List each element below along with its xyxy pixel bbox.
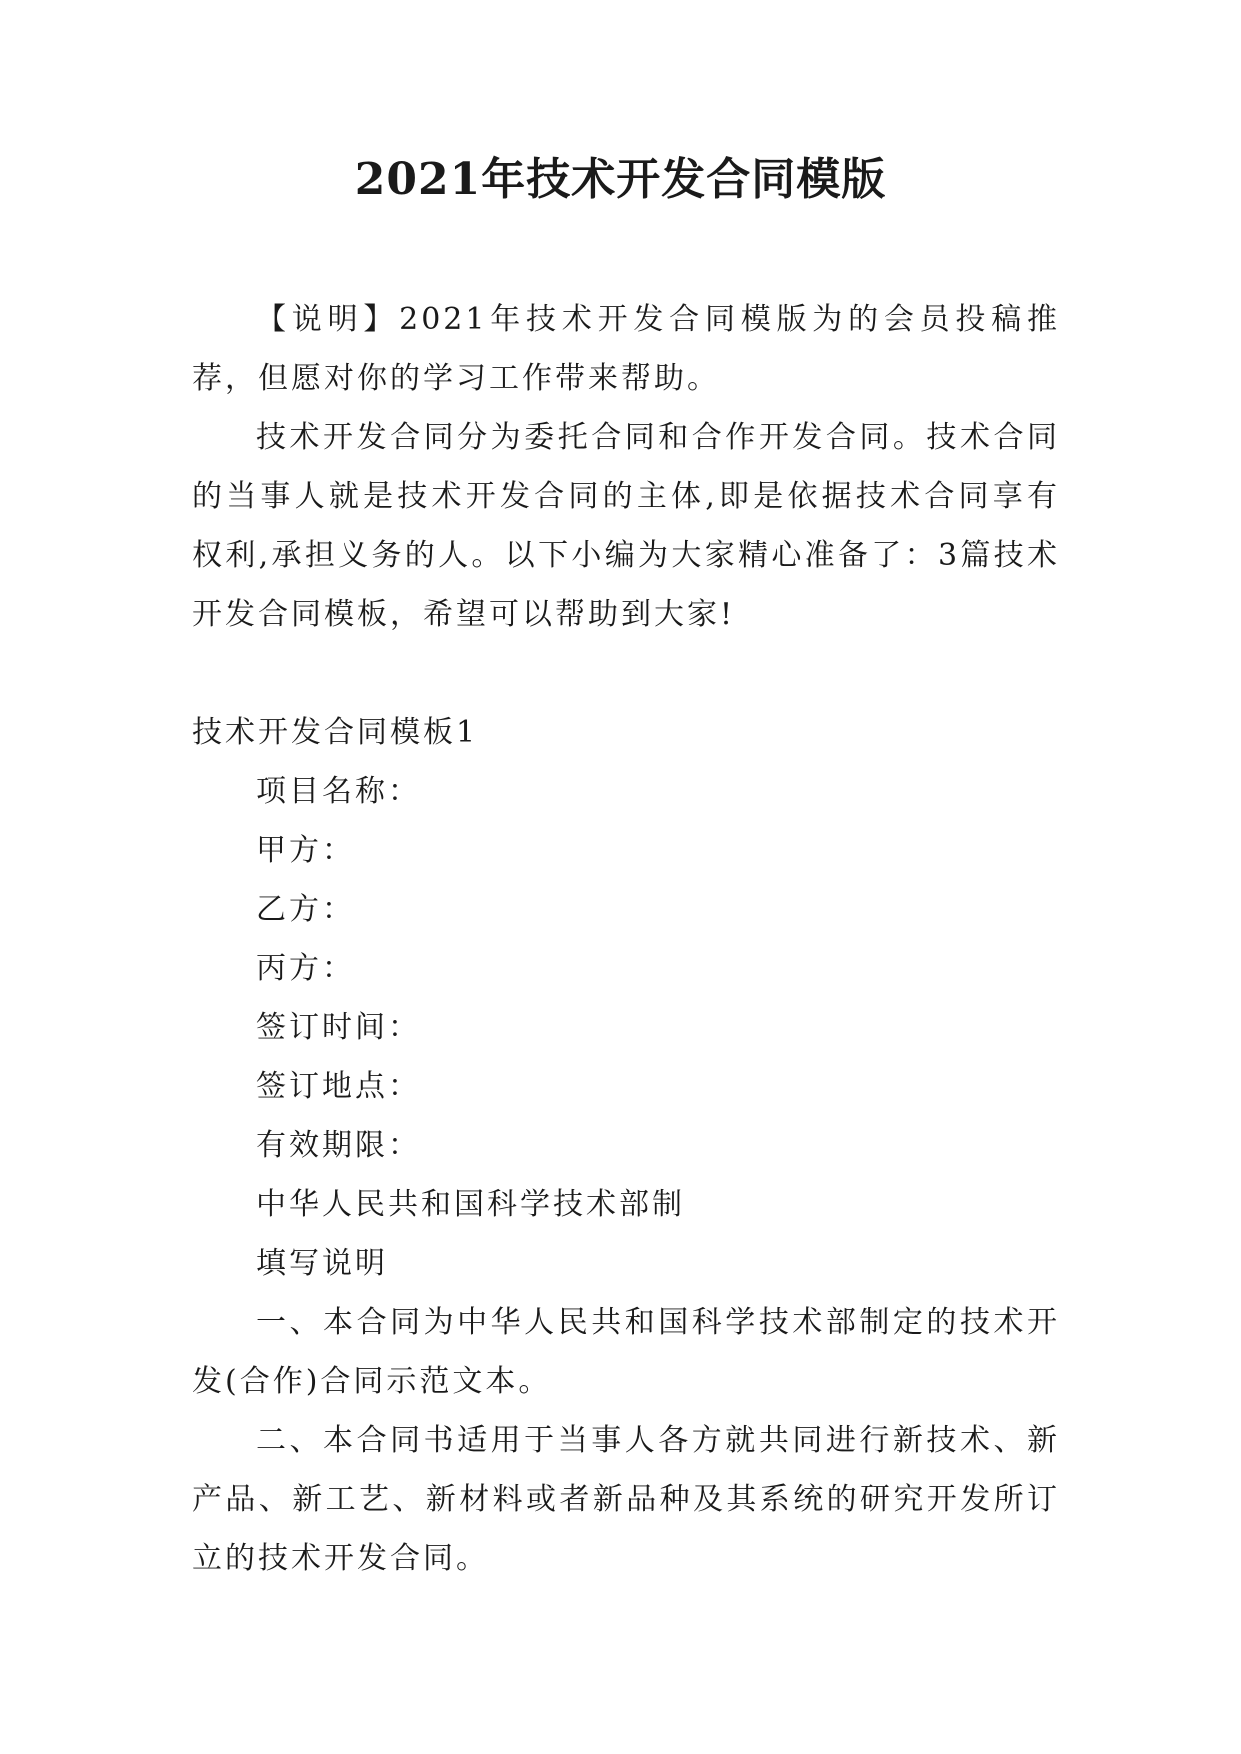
intro-paragraph: 【说明】2021年技术开发合同模版为的会员投稿推荐，但愿对你的学习工作带来帮助。 [192,302,1060,396]
field-signing-place: 签订地点： [256,1069,421,1104]
instructions-heading: 填写说明 [256,1246,388,1281]
instruction-item: 二、本合同书适用于当事人各方就共同进行新技术、新产品、新工艺、新材料或者新品种及其系统的研究开发所订立的技术开发合同。 [192,1423,1060,1576]
instruction-item: 一、本合同为中华人民共和国科学技术部制定的技术开发(合作)合同示范文本。 [192,1305,1060,1399]
intro-paragraph: 技术开发合同分为委托合同和合作开发合同。技术合同的当事人就是技术开发合同的主体,即是依据技术合同享有权利,承担义务的人。以下小编为大家精心准备了：3篇技术开发合同模板，希望可以帮助到大家! [192,420,1060,632]
field-validity-period: 有效期限： [256,1128,421,1163]
field-party-a: 甲方： [256,833,355,868]
issuer-line: 中华人民共和国科学技术部制 [256,1187,685,1222]
field-project-name: 项目名称： [256,774,421,809]
section-heading: 技术开发合同模板1 [192,715,479,750]
field-signing-time: 签订时间： [256,1010,421,1045]
document-title: 2021年技术开发合同模版 [354,154,887,205]
document-body [192,290,1060,1588]
paragraph-gap [192,644,1060,703]
field-party-c: 丙方： [256,951,355,986]
field-party-b: 乙方： [256,892,355,927]
